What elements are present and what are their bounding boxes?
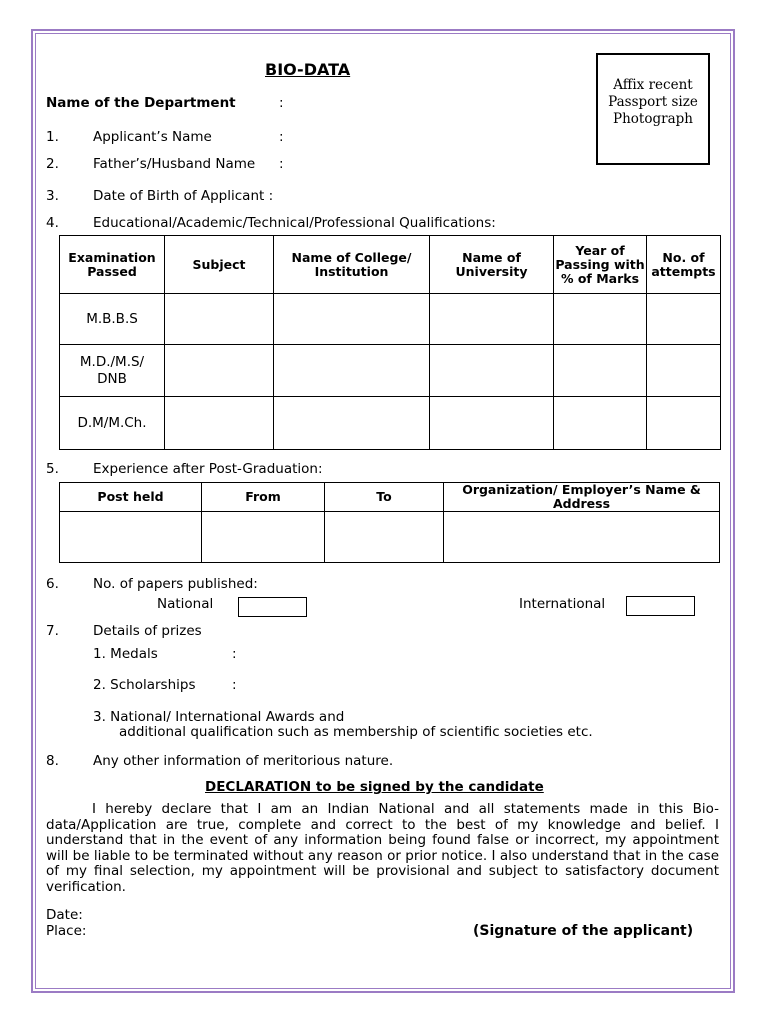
scholarships-colon: : [232, 677, 237, 693]
table-cell[interactable] [430, 397, 554, 450]
table-cell[interactable] [60, 512, 202, 563]
field-number: 1. [46, 129, 59, 145]
papers-label: No. of papers published: [93, 576, 258, 592]
experience-table [59, 482, 720, 563]
awards-label: 3. National/ International Awards and [93, 709, 345, 725]
form-title: BIO-DATA [265, 60, 351, 79]
table-cell[interactable] [430, 294, 554, 345]
exam-cell: M.B.B.S [60, 294, 165, 345]
field-number: 6. [46, 576, 59, 592]
exam-cell: M.D./M.S/ DNB [60, 345, 165, 397]
table-row [60, 294, 721, 345]
table-cell[interactable] [274, 294, 430, 345]
col-header: To [325, 483, 444, 512]
qualifications-label: Educational/Academic/Technical/Professional Qualifications: [93, 215, 496, 231]
applicant-name-colon: : [279, 129, 284, 145]
table-cell[interactable] [274, 345, 430, 397]
col-header: Post held [60, 483, 202, 512]
col-header: Examination Passed [60, 236, 165, 294]
field-number: 4. [46, 215, 59, 231]
table-cell[interactable] [647, 294, 721, 345]
father-name-label: Father’s/Husband Name [93, 156, 256, 172]
table-cell[interactable] [165, 294, 274, 345]
table-header-row [60, 236, 721, 294]
table-cell[interactable] [325, 512, 444, 563]
photo-box [596, 53, 710, 165]
col-header: Name of College/ Institution [274, 236, 430, 294]
photo-text-line: Affix recent [613, 77, 693, 93]
table-cell[interactable] [274, 397, 430, 450]
department-colon: : [279, 95, 284, 111]
medals-label: 1. Medals [93, 646, 158, 662]
photo-text-line: Photograph [613, 111, 693, 127]
prizes-label: Details of prizes [93, 623, 202, 639]
table-cell[interactable] [554, 345, 647, 397]
national-papers-input[interactable] [238, 597, 307, 617]
other-info-label: Any other information of meritorious nature. [93, 753, 394, 769]
international-papers-input[interactable] [626, 596, 695, 616]
scholarships-label: 2. Scholarships [93, 677, 196, 693]
place-label: Place: [46, 923, 87, 939]
col-header: Year of Passing with % of Marks [554, 236, 647, 294]
awards-label-cont: additional qualification such as membership of scientific societies etc. [119, 724, 593, 740]
field-number: 8. [46, 753, 59, 769]
table-header-row [60, 483, 720, 512]
table-cell[interactable] [647, 397, 721, 450]
col-header: Subject [165, 236, 274, 294]
dob-label: Date of Birth of Applicant : [93, 188, 274, 204]
father-name-colon: : [279, 156, 284, 172]
table-row [60, 397, 721, 450]
declaration-body: I hereby declare that I am an Indian National and all statements made in this Bio-data/Application are true, complete and correct to the best of my knowledge and belief. I understand that in the event of any information being found false or incorrect, my appointment will be liable to be terminated without any reason or prior notice. I also understand that in the case of my final selection, my appointment will be provisional and subject to satisfactory document verification. [46, 801, 719, 895]
table-cell[interactable] [554, 397, 647, 450]
field-number: 7. [46, 623, 59, 639]
declaration-title: DECLARATION to be signed by the candidate [205, 779, 544, 795]
table-row [60, 345, 721, 397]
table-cell[interactable] [165, 345, 274, 397]
experience-label: Experience after Post-Graduation: [93, 461, 323, 477]
applicant-name-label: Applicant’s Name [93, 129, 212, 145]
col-header: Name of University [430, 236, 554, 294]
international-label: International [519, 596, 606, 612]
photo-text-line: Passport size [608, 94, 698, 110]
medals-colon: : [232, 646, 237, 662]
table-cell[interactable] [444, 512, 720, 563]
date-label: Date: [46, 907, 83, 923]
qualifications-table [59, 235, 721, 450]
col-header: From [202, 483, 325, 512]
national-label: National [157, 596, 214, 612]
field-number: 2. [46, 156, 59, 172]
field-number: 5. [46, 461, 59, 477]
field-number: 3. [46, 188, 59, 204]
exam-cell: D.M/M.Ch. [60, 397, 165, 450]
table-row [60, 512, 720, 563]
table-cell[interactable] [647, 345, 721, 397]
signature-label: (Signature of the applicant) [473, 923, 694, 939]
table-cell[interactable] [554, 294, 647, 345]
table-cell[interactable] [165, 397, 274, 450]
col-header: Organization/ Employer’s Name & Address [444, 483, 720, 512]
table-cell[interactable] [430, 345, 554, 397]
col-header: No. of attempts [647, 236, 721, 294]
department-label: Name of the Department [46, 95, 236, 111]
table-cell[interactable] [202, 512, 325, 563]
